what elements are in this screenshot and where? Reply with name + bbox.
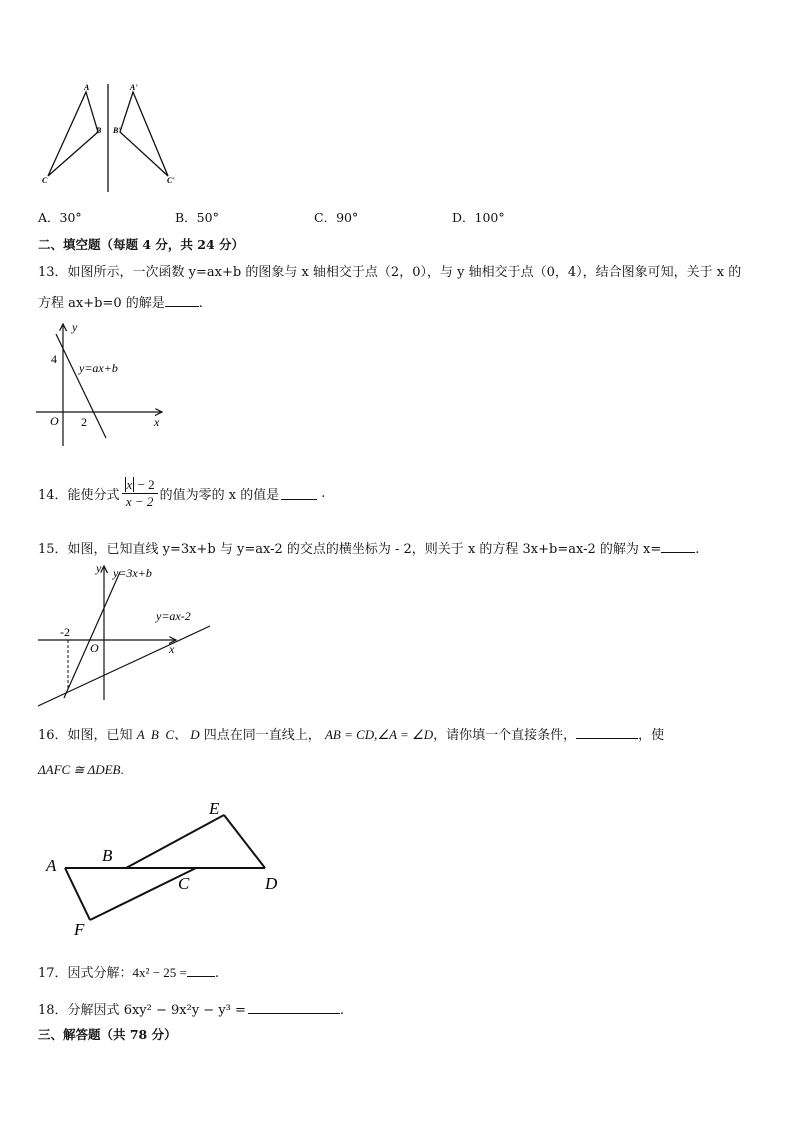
q15-origin-label: O — [90, 641, 99, 655]
q12-option-a: A．30° — [38, 210, 82, 225]
q13-answer-blank — [165, 294, 199, 307]
q18-prefix: 18．分解因式 — [38, 1003, 124, 1018]
q12-option-d: D．100° — [452, 210, 505, 225]
q16-p1: 16．如图，已知 — [38, 728, 133, 743]
q16-p3: ，请你填一个直接条件， — [433, 728, 577, 743]
section-2-heading: 二、填空题（每题 4 分，共 24 分） — [38, 237, 245, 252]
q14-line — [38, 474, 325, 512]
q15-two-lines-graph — [36, 560, 216, 710]
q14-suffix: 的值为零的 x 的值是 — [159, 487, 280, 503]
q13-line2-prefix: 方程 ax+b=0 的解是 — [38, 296, 165, 311]
q16-fig-label-d: D — [265, 874, 278, 893]
q14-fraction — [122, 477, 158, 510]
q17-prefix: 17．因式分解： — [38, 966, 133, 981]
q16-fig-label-a: A — [46, 856, 57, 875]
q15-x-axis-label: x — [169, 642, 175, 656]
q16-line2 — [38, 762, 124, 778]
q16-fig-label-b: B — [102, 846, 113, 865]
q16-congruent-triangles-figure — [40, 795, 290, 940]
q14-denominator: x − 2 — [125, 493, 154, 509]
q14-numerator-abs: x — [126, 476, 133, 492]
q13-origin-label: O — [50, 414, 59, 428]
q15-line1-label: y=3x+b — [113, 566, 152, 580]
q13-line1: 13．如图所示，一次函数 y=ax+b 的图象与 x 轴相交于点（2，0），与 y 轴相交于点（0，4），结合图象可知，关于 x 的 — [38, 265, 742, 280]
q18-line — [38, 999, 344, 1018]
q13-x-axis-label: x — [154, 415, 160, 429]
q15-y-axis-label: y — [96, 561, 102, 575]
q13-linear-function-graph — [36, 318, 176, 450]
q18-end: . — [339, 1003, 345, 1018]
q16-congruence: ΔAFC ≅ ΔDEB — [38, 762, 121, 777]
q13-line2-suffix: . — [198, 296, 203, 311]
q16-p2: 四点在同一直线上， — [203, 728, 321, 743]
label-a: A — [84, 83, 90, 92]
q16-points: A B C、 D — [136, 727, 200, 742]
q17-answer-blank — [187, 964, 215, 977]
q16-p4: ，使 — [638, 728, 665, 743]
q12-mirror-triangles-figure — [36, 80, 186, 195]
q14-numerator-rest: − 2 — [137, 476, 155, 492]
q13-y-axis-label: y — [72, 320, 78, 334]
q16-fig-label-c: C — [178, 874, 190, 893]
q14-prefix: 14．能使分式 — [38, 487, 120, 503]
section-3-heading: 三、解答题（共 78 分） — [38, 1027, 177, 1042]
label-c: C — [42, 176, 48, 185]
q17-line — [38, 962, 219, 981]
q18-expression: 6xy² − 9x²y − y³ = — [123, 1003, 246, 1018]
q13-line-label: y=ax+b — [79, 361, 118, 375]
q14-answer-blank — [281, 487, 317, 500]
q17-expression: 4x² − 25 = — [132, 965, 187, 980]
q16-answer-blank — [576, 726, 638, 739]
q17-end: . — [214, 966, 219, 981]
label-b-prime: B' — [113, 126, 121, 135]
q16-condition: AB = CD,∠A = ∠D — [324, 727, 434, 742]
q16-line1 — [38, 724, 664, 743]
q14-end: . — [321, 485, 326, 501]
q13-line2 — [38, 292, 203, 311]
q15-text-suffix: . — [695, 542, 700, 557]
label-b: B — [96, 126, 102, 135]
q16-fig-label-e: E — [209, 799, 220, 818]
label-a-prime: A' — [130, 83, 138, 92]
q18-answer-blank — [248, 1001, 340, 1014]
label-c-prime: C' — [167, 176, 175, 185]
q13-tick-x-2: 2 — [81, 415, 87, 429]
q13-tick-y-4: 4 — [51, 352, 57, 366]
q15-text-prefix: 15．如图，已知直线 y=3x+b 与 y=ax-2 的交点的横坐标为 - 2，则关于 x 的方程 3x+b=ax-2 的解为 x= — [38, 542, 662, 557]
q16-fig-label-f: F — [74, 920, 85, 939]
q15-line2-label: y=ax-2 — [156, 609, 191, 623]
q15-line — [38, 538, 699, 557]
q16-line2-end: . — [120, 762, 124, 777]
q12-option-c: C．90° — [314, 210, 359, 225]
q15-answer-blank — [661, 540, 695, 553]
q12-option-b: B．50° — [175, 210, 219, 225]
q15-tick-minus-2: -2 — [60, 625, 70, 639]
